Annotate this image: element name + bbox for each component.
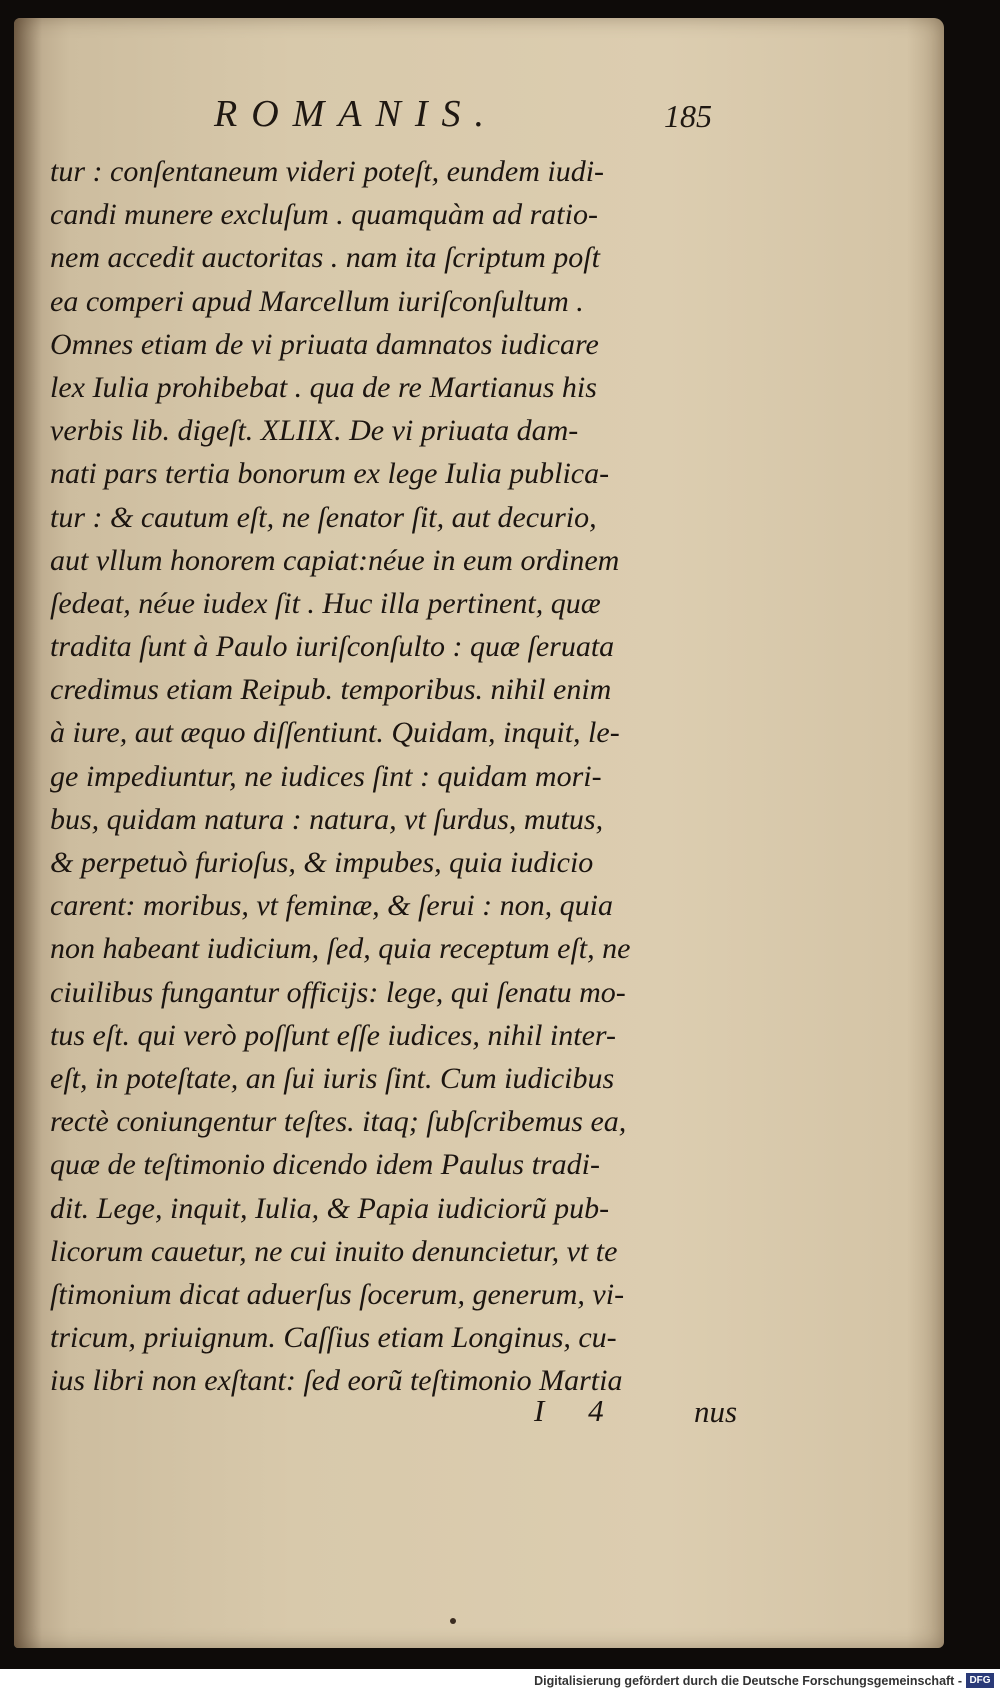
text-line: ciuilibus fungantur officijs: lege, qui ſenatu mo- xyxy=(50,975,626,1009)
text-line: non habeant iudicium, ſed, quia receptum eſt, ne xyxy=(50,932,631,966)
text-line: nati pars tertia bonorum ex lege Iulia publica- xyxy=(50,457,610,491)
ink-dot xyxy=(450,1618,456,1624)
text-line: tur : & cautum eſt, ne ſenator ſit, aut decurio, xyxy=(50,500,597,534)
text-line: Omnes etiam de vi priuata damnatos iudicare xyxy=(50,327,599,361)
footer-bar xyxy=(0,1669,1000,1691)
text-line: tus eſt. qui verò poſſunt eſſe iudices, nihil inter- xyxy=(50,1018,616,1052)
text-line: verbis lib. digeſt. XLIIX. De vi priuata dam- xyxy=(50,414,579,448)
page-number: 185 xyxy=(664,98,712,134)
text-line: eſt, in poteſtate, an ſui iuris ſint. Cum iudicibus xyxy=(50,1061,615,1095)
text-line: nem accedit auctoritas . nam ita ſcriptum poſt xyxy=(50,241,600,275)
text-line: ea comperi apud Marcellum iuriſconſultum . xyxy=(50,284,584,318)
text-line: ius libri non exſtant: ſed eorũ teſtimonio Martia xyxy=(50,1364,623,1398)
text-line: credimus etiam Reipub. temporibus. nihil enim xyxy=(50,673,612,707)
text-line: bus, quidam natura : natura, vt ſurdus, mutus, xyxy=(50,802,604,836)
body-text xyxy=(50,150,750,1402)
text-line: licorum cauetur, ne cui inuito denuncietur, vt te xyxy=(50,1234,618,1268)
text-line: à iure, aut æquo diſſentiunt. Quidam, inquit, le- xyxy=(50,716,620,750)
page-gutter-shadow xyxy=(14,18,42,1648)
text-line: ſtimonium dicat aduerſus ſocerum, generum, vi- xyxy=(50,1277,625,1311)
text-line: dit. Lege, inquit, Iulia, & Papia iudiciorũ pub- xyxy=(50,1191,610,1225)
text-line: candi munere excluſum . quamquàm ad ratio- xyxy=(50,198,598,232)
text-line: carent: moribus, vt feminæ, & ſerui : non, quia xyxy=(50,889,613,923)
text-line: tradita ſunt à Paulo iuriſconſulto : quæ ſeruata xyxy=(50,630,615,664)
catchword: nus xyxy=(694,1394,738,1429)
text-line: aut vllum honorem capiat:néue in eum ordinem xyxy=(50,543,620,577)
text-line: rectè coniungentur teſtes. itaq; ſubſcribemus ea, xyxy=(50,1105,627,1139)
text-line: ge impediuntur, ne iudices ſint : quidam mori- xyxy=(50,759,602,793)
text-line: lex Iulia prohibebat . qua de re Martianus his xyxy=(50,370,597,404)
text-line: tricum, priuignum. Caſſius etiam Longinus, cu- xyxy=(50,1321,617,1355)
text-line: quæ de teſtimonio dicendo idem Paulus tradi- xyxy=(50,1148,600,1182)
dfg-logo: DFG xyxy=(966,1673,994,1688)
signature-mark: I 4 xyxy=(534,1393,622,1428)
footer-credit: Digitalisierung gefördert durch die Deutsche Forschungsgemeinschaft - xyxy=(534,1674,962,1688)
running-head: ROMANIS. xyxy=(214,93,499,135)
text-line: & perpetuò furioſus, & impubes, quia iudicio xyxy=(50,846,594,879)
book-page xyxy=(14,18,944,1648)
text-line: tur : conſentaneum videri poteſt, eundem iudi- xyxy=(50,155,605,188)
text-line: ſedeat, néue iudex ſit . Huc illa pertinent, quæ xyxy=(50,586,601,620)
